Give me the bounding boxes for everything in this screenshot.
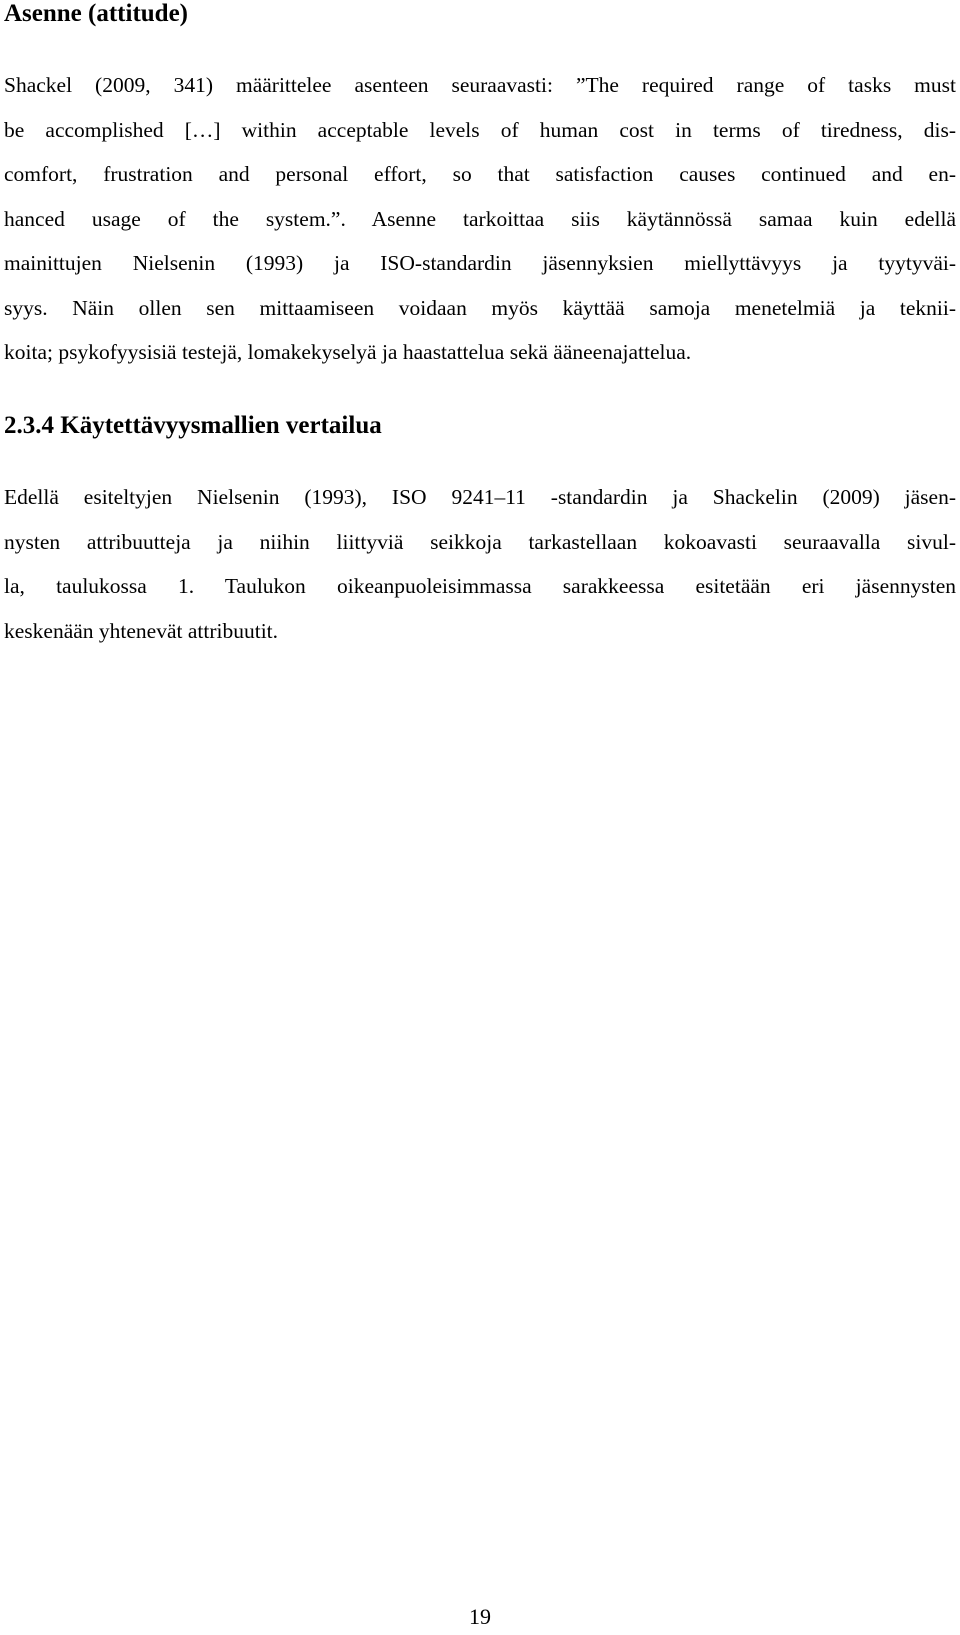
paragraph-line: syys. Näin ollen sen mittaamiseen voidaan myös käyttää samoja menetelmiä ja teknii- bbox=[4, 296, 956, 320]
paragraph-line: Edellä esiteltyjen Nielsenin (1993), ISO 9241–11 -standardin ja Shackelin (2009) jäsen- bbox=[4, 485, 956, 509]
paragraph-line: comfort, frustration and personal effort, so that satisfaction causes continued and en- bbox=[4, 162, 956, 186]
paragraph-line: Shackel (2009, 341) määrittelee asenteen seuraavasti: ”The required range of tasks must bbox=[4, 73, 956, 97]
heading-section-2-3-4: 2.3.4 Käytettävyysmallien vertailua bbox=[4, 412, 382, 439]
paragraph-line: nysten attribuutteja ja niihin liittyviä seikkoja tarkastellaan kokoavasti seuraavalla sivul- bbox=[4, 530, 956, 554]
paragraph-line: koita; psykofyysisiä testejä, lomakekyselyä ja haastattelua sekä ääneenajattelua. bbox=[4, 340, 692, 364]
paragraph-line: mainittujen Nielsenin (1993) ja ISO-standardin jäsennyksien miellyttävyys ja tyytyväi- bbox=[4, 251, 956, 275]
page-number: 19 bbox=[469, 1604, 491, 1629]
paragraph-line: la, taulukossa 1. Taulukon oikeanpuoleisimmassa sarakkeessa esitetään eri jäsennysten bbox=[4, 574, 956, 598]
paragraph-line: be accomplished […] within acceptable levels of human cost in terms of tiredness, dis- bbox=[4, 118, 956, 142]
paragraph-line: hanced usage of the system.”. Asenne tarkoittaa siis käytännössä samaa kuin edellä bbox=[4, 207, 956, 231]
heading-attitude: Asenne (attitude) bbox=[4, 0, 189, 27]
paragraph-line: keskenään yhtenevät attribuutit. bbox=[4, 619, 279, 643]
